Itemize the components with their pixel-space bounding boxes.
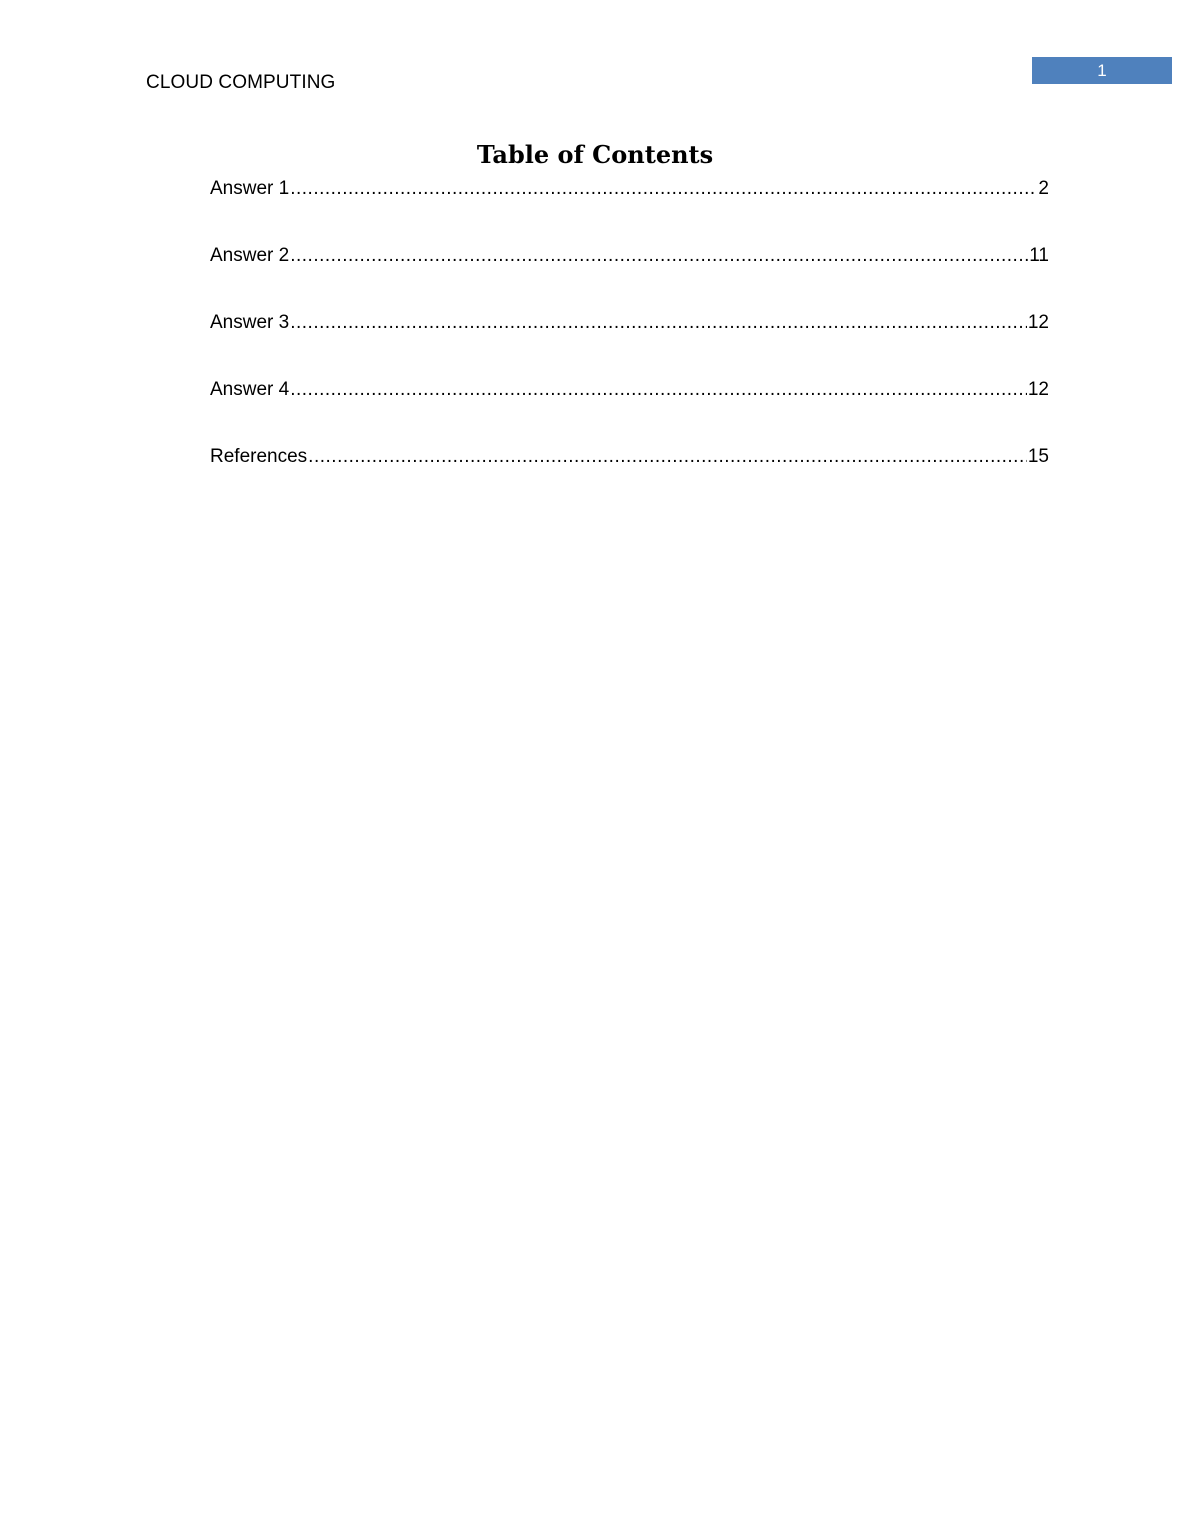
toc-entry-label: References xyxy=(210,446,308,467)
toc-entry-label: Answer 3 xyxy=(210,312,290,333)
toc-list xyxy=(210,178,1049,513)
page-number-badge: 1 xyxy=(1032,57,1172,84)
toc-entry-label: Answer 2 xyxy=(210,245,290,266)
toc-entry-references[interactable] xyxy=(210,446,1049,513)
toc-entry-page: 12 xyxy=(1027,312,1049,333)
toc-entry-page: 15 xyxy=(1027,446,1049,467)
toc-dot-leader xyxy=(290,379,1027,401)
toc-entry-label: Answer 1 xyxy=(210,178,290,199)
toc-entry-page: 11 xyxy=(1029,245,1049,266)
toc-entry-page: 12 xyxy=(1027,379,1049,400)
toc-heading: Table of Contents xyxy=(476,140,714,169)
running-header-title: CLOUD COMPUTING xyxy=(146,72,336,93)
toc-entry-answer-1[interactable] xyxy=(210,178,1049,245)
toc-dot-leader xyxy=(290,178,1037,200)
toc-entry-answer-3[interactable] xyxy=(210,312,1049,379)
toc-dot-leader xyxy=(290,245,1028,267)
toc-dot-leader xyxy=(290,312,1027,334)
toc-entry-page: 2 xyxy=(1038,178,1049,199)
toc-entry-answer-4[interactable] xyxy=(210,379,1049,446)
toc-entry-label: Answer 4 xyxy=(210,379,290,400)
toc-entry-answer-2[interactable] xyxy=(210,245,1049,312)
toc-dot-leader xyxy=(308,446,1027,468)
